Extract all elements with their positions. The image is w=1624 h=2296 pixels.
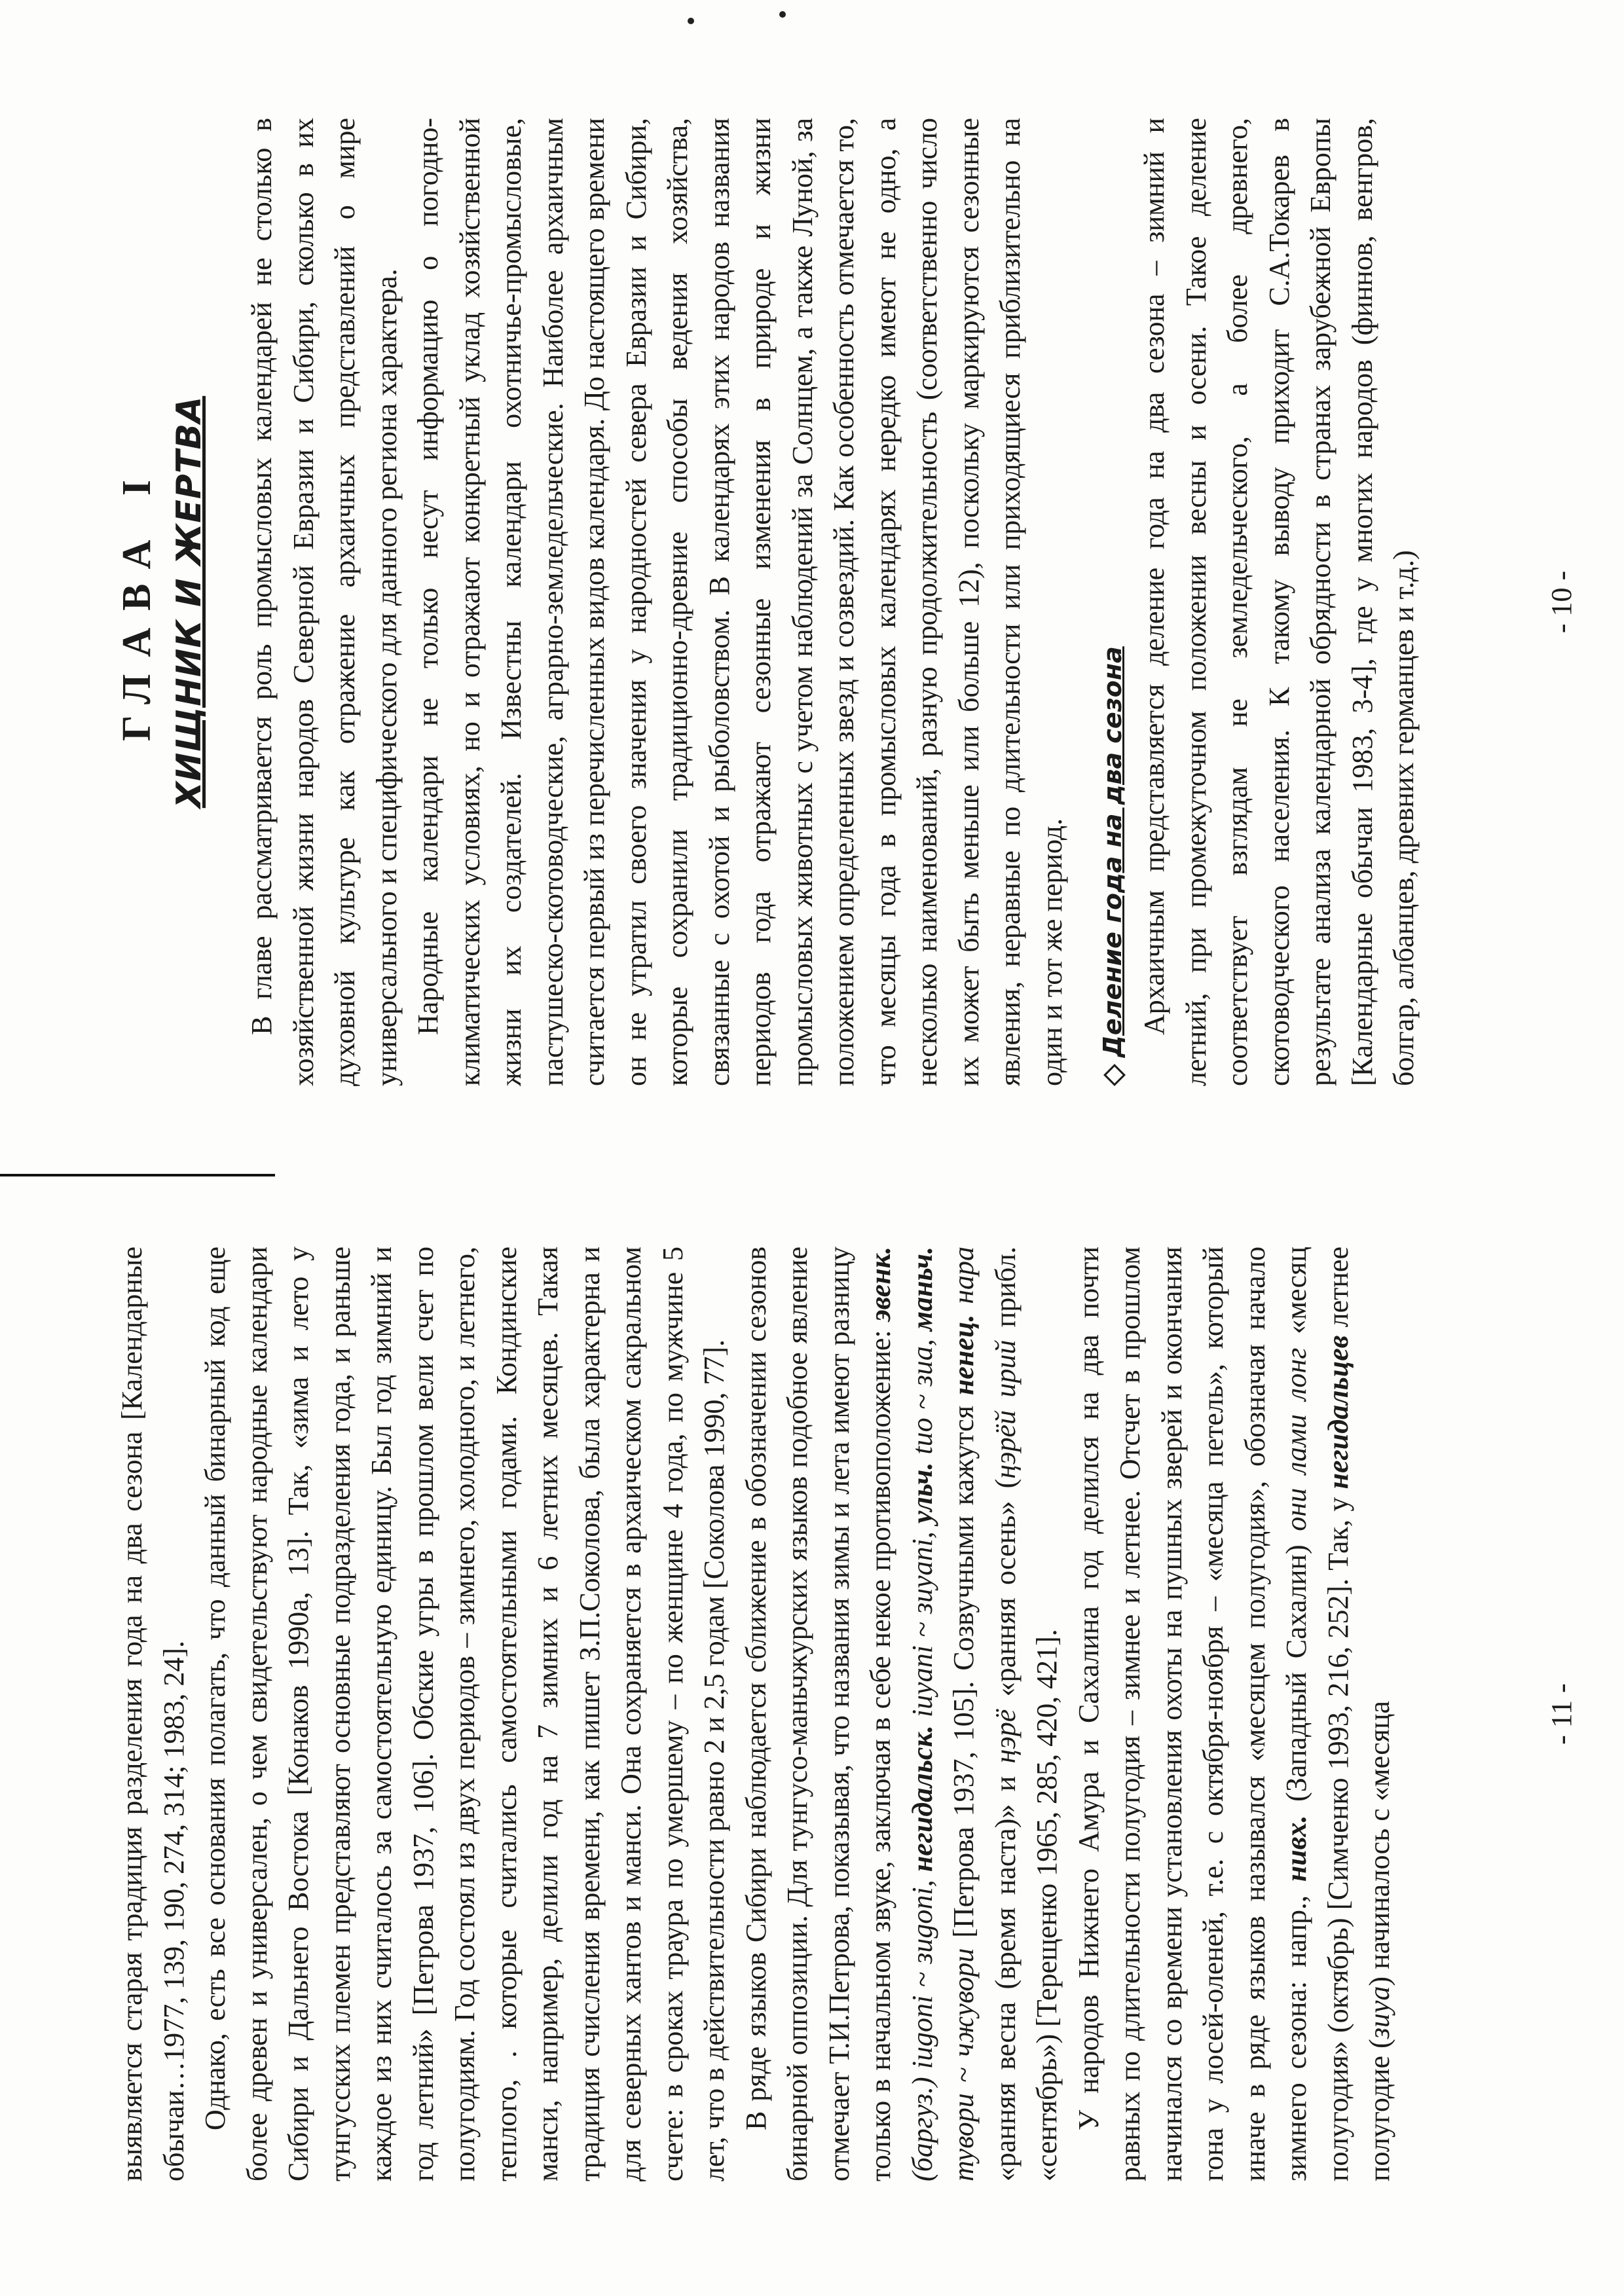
language-abbr: маньч.	[906, 1246, 938, 1332]
term: нара	[948, 1246, 980, 1304]
text-run: «ранняя осень» (	[989, 1478, 1022, 1709]
language-abbr: эвенк.	[864, 1247, 896, 1322]
term: iugoni ~	[906, 1963, 938, 2069]
paragraph: Народные календари не только несут информацию о погодно-климатических условиях, но и отражают конкретный уклад хозяйственной жизни их создателей. Известны календари охотничье-промысловые, пастушеско-скотоводческие, аграрно-земледельческие. Наиболее архаичным считается первый из перечисленных видов календаря. До настоящего времени он не утратил своего значения у народностей севера Евразии и Сибири, которые сохранили традиционно-древние способы ведения хозяйства, связанные с охотой и рыболовством. В календарях этих народов названия периодов года отражают сезонные изменения в природе и жизни промысловых животных с учетом наблюдений за Солнцем, а также Луной, за положением определенных звезд и созвездий. Как особенность отмечается то, что месяцы года в промысловых календарях нередко имеют не одно, а несколько наименований, разную продолжительность (соответственно число их может быть меньше или больше 12), поскольку маркируются сезонные явления, неравные по длительности или приходящиеся приблизительно на один и тот же период.	[412, 118, 1068, 1086]
people-name: негидальцев	[1321, 1335, 1354, 1489]
paragraph	[1068, 1247, 1401, 2181]
text-run: [Петрова 1937, 105]. Созвучными кажутся	[948, 1395, 980, 1948]
term: tuo ~ зиа,	[906, 1331, 938, 1455]
paragraph	[735, 1247, 1068, 2181]
paragraph: Архаичным представляется деление года на два сезона – зимний и летний, при промежуточном положении весны и осени. Такое деление соответствует взглядам не земледельческого, а более древнего, скотоводческого населения. К такому выводу приходит С.А.Токарев в результате анализа календарной обрядности в странах зарубежной Европы [Календарные обычаи 1983, 3-4], где у многих народов (финнов, венгров, болгар, албанцев, древних германцев и т.д.)	[1138, 118, 1420, 1086]
chapter-title: ХИЩНИК И ЖЕРТВА	[170, 395, 209, 809]
text-run: У народов Нижнего Амура и Сахалина год делился на два почти равных по длительности полугодия – зимнее и летнее. Отсчет в прошлом начинался со времени установления охоты на пушных зверей и окончания гона у лосей-оленей, т.е. с октября-ноября – «месяца петель», который иначе в ряде языков назывался «месяцем полугодия», обозначая начало зимнего сезона: напр.,	[1072, 1247, 1312, 2181]
page-number: - 10 -	[1545, 570, 1578, 634]
page-number: - 11 -	[1545, 1683, 1578, 1745]
paragraph: В главе рассматривается роль промысловых календарей не столько в хозяйственной жизни народов Северной Евразии и Сибири, сколько в их духовной культуре как отражение архаичных представлений о мире универсального и специфического для данного региона характера.	[246, 118, 403, 1086]
diamond-bullet-icon	[1103, 1066, 1123, 1086]
language-abbr: ульч.	[906, 1462, 938, 1524]
text-run: «ранняя весна (время наста)» и	[989, 1763, 1022, 2181]
section-heading	[1092, 118, 1134, 1086]
text-run: В ряде языков Сибири наблюдается сближение в обозначении сезонов бинарной оппозиции. Для тунгусо-маньчжурских языков подобное явление отмечает Т.И.Петрова, показывая, что названия зимы и лета имеют разницу только в начальном звуке, заключая в себе некое противоположение:	[739, 1247, 896, 2181]
text-run: прибл. «сентябрь») [Терещенко 1965, 285, 420, 421].	[989, 1246, 1063, 2181]
chapter-heading: ГЛАВА I	[115, 463, 159, 741]
text-run: (Западный Сахалин)	[1280, 1531, 1312, 1815]
text-run	[948, 1304, 980, 1315]
text-run: (баргуз.)	[906, 2069, 938, 2181]
page-10-text	[241, 118, 1425, 1086]
text-run	[906, 1455, 938, 1463]
text-run	[906, 1717, 938, 1725]
paragraph: Однако, есть все основания полагать, что данный бинарный код еще более древен и универсален, о чем свидетельствуют народные календари Сибири и Дальнего Востока [Конаков 1990а, 13]. Так, «зима и лето у тунгусских племен представляют основные подразделения года, и раньше каждое из них считалось за самостоятельную единицу. Был год зимний и год летний» [Петрова 1937, 106]. Обские угры в прошлом вели счет по полугодиям. Год состоял из двух периодов – зимнего, холодного, и летнего, теплого, . которые считались самостоятельными годами. Кондинские манси, например, делили год на 7 зимних и 6 летних месяцев. Такая традиция счисления времени, как пишет З.П.Соколова, была характерна и для северных хантов и манси. Она сохраняется в архаическом сакральном счете: в сроках траура по умершему – по женщине 4 года, по мужчине 5 лет, что в действительности равно 2 и 2,5 годам [Соколова 1990, 77].	[199, 1247, 730, 2181]
language-abbr: негидальск.	[906, 1725, 938, 1872]
text-run: ) начиналось с «месяца	[1363, 1700, 1395, 1986]
text-run: «месяц полугодия» (октябрь) [Симченко 1993, 216, 252]. Так, у	[1280, 1247, 1354, 2181]
term: они лами лонг	[1280, 1347, 1312, 1531]
term: ңэрёй ирий	[989, 1339, 1022, 1479]
page-11-text	[111, 1247, 1401, 2181]
page-11	[0, 1148, 1624, 2296]
paragraph: выявляется старая традиция разделения года на два сезона [Календарные обычаи…1977, 139, 190, 274, 314; 1983, 24].	[116, 1247, 190, 2181]
term: туворu ~ чжуворu	[948, 1948, 980, 2181]
term: iuyani ~ зиyani,	[906, 1523, 938, 1718]
language-abbr: нивх.	[1280, 1815, 1312, 1882]
term: зиуа	[1363, 1986, 1395, 2039]
text-run: летнее полугодие (	[1321, 1247, 1395, 2181]
term: ңэрё	[989, 1709, 1022, 1764]
language-abbr: ненец.	[948, 1314, 980, 1396]
term: зиgoni,	[906, 1872, 938, 1964]
section-title: Деление года на два сезона	[1098, 646, 1127, 1057]
